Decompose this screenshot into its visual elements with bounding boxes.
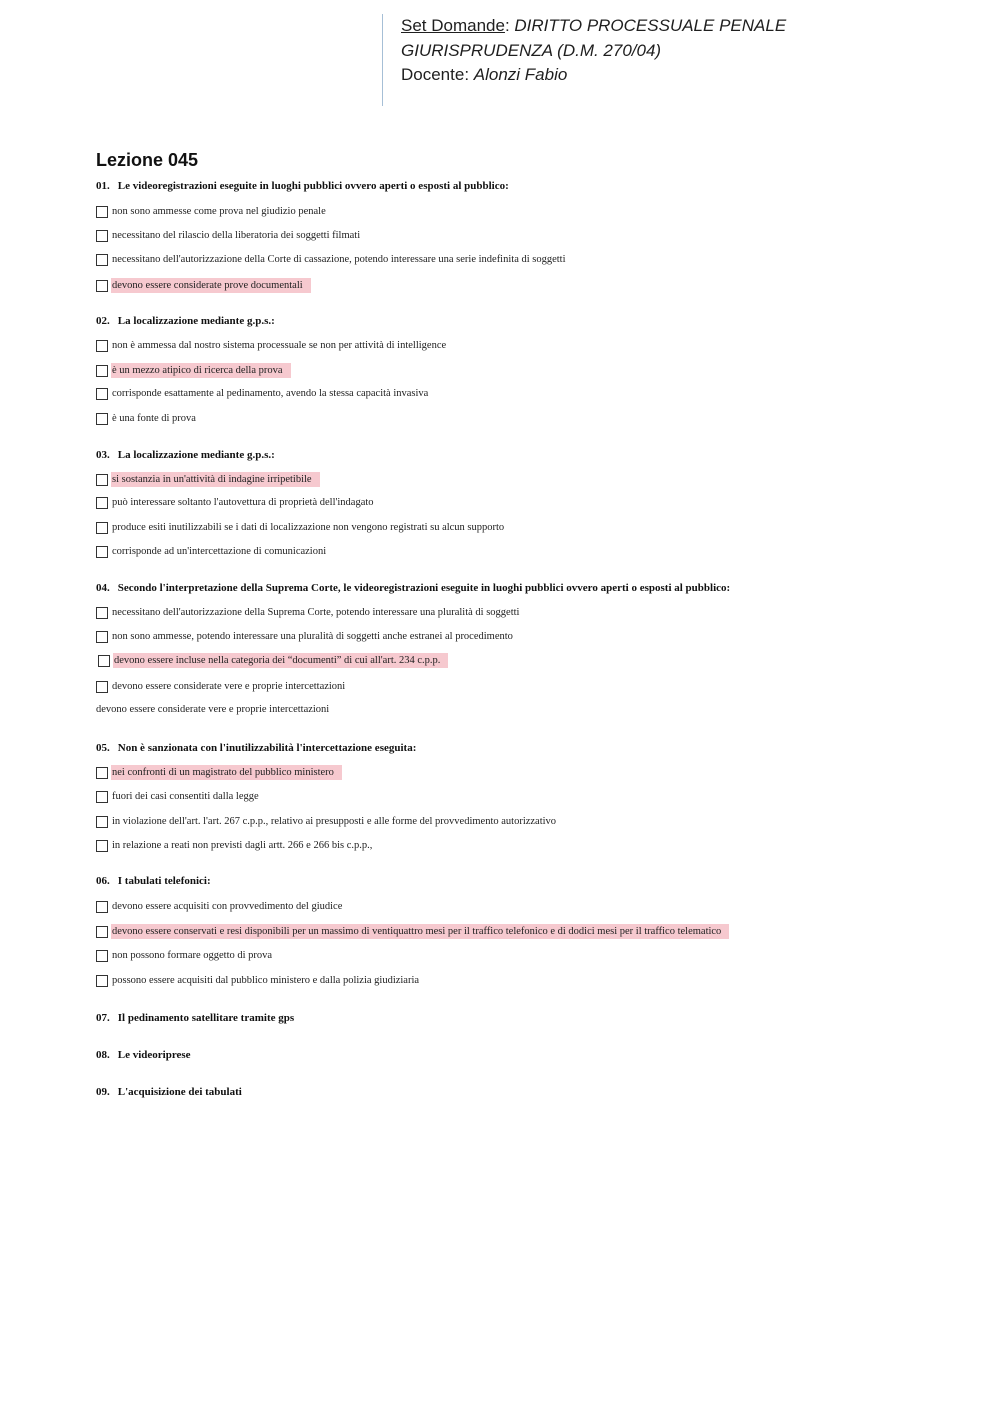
option-text: devono essere conservati e resi disponibili per un massimo di ventiquattro mesi per il traffico telefonico e di dodici mesi per il traffico telematico [111, 924, 729, 939]
question-05 [96, 742, 416, 754]
option-text: necessitano dell'autorizzazione della Corte di cassazione, potendo interessare una serie indefinita di soggetti [112, 254, 566, 265]
question-04 [96, 582, 730, 594]
option-text: può interessare soltanto l'autovettura di proprietà dell'indagato [112, 497, 374, 508]
option-text: non è ammessa dal nostro sistema processuale se non per attività di intelligence [112, 340, 447, 351]
option-text: in violazione dell'art. l'art. 267 c.p.p., relativo ai presupposti e alle forme del provvedimento autorizzativo [112, 816, 557, 827]
question-number: 01. [96, 180, 110, 192]
question-text: La localizzazione mediante g.p.s.: [117, 315, 275, 327]
option-text: devono essere incluse nella categoria dei “documenti” di cui all'art. 234 c.p.p. [113, 653, 448, 668]
question-01 [96, 180, 509, 192]
checkbox[interactable] [96, 546, 108, 558]
checkbox[interactable] [96, 340, 108, 352]
checkbox[interactable] [98, 655, 110, 667]
document-header [382, 14, 786, 106]
option-text: corrisponde ad un'intercettazione di comunicazioni [112, 546, 327, 557]
question-text: Il pedinamento satellitare tramite gps [117, 1012, 295, 1024]
set-separator: : [504, 16, 515, 35]
question-number: 05. [96, 742, 110, 754]
question-number: 04. [96, 582, 110, 594]
question-number: 08. [96, 1049, 110, 1061]
option-02-b-correct[interactable] [96, 362, 291, 379]
question-number: 02. [96, 315, 110, 327]
header-set-line [401, 14, 786, 39]
option-06-b-correct[interactable] [96, 923, 729, 940]
question-07 [96, 1012, 294, 1024]
checkbox[interactable] [96, 607, 108, 619]
question-number: 09. [96, 1086, 110, 1098]
option-06-c[interactable] [96, 947, 280, 964]
option-text: è una fonte di prova [112, 413, 196, 424]
option-02-c[interactable] [96, 385, 436, 402]
checkbox[interactable] [96, 975, 108, 987]
question-text: Secondo l'interpretazione della Suprema Corte, le videoregistrazioni eseguite in luoghi pubblici ovvero aperti o esposti al pubblico: [117, 582, 731, 594]
option-04-b[interactable] [96, 628, 521, 645]
option-text: non sono ammesse, potendo interessare una pluralità di soggetti anche estranei al procedimento [112, 631, 513, 642]
option-05-b[interactable] [96, 788, 267, 805]
checkbox[interactable] [96, 280, 108, 292]
checkbox[interactable] [96, 230, 108, 242]
set-label: Set Domande [401, 16, 505, 35]
question-text: Le videoriprese [117, 1049, 191, 1061]
option-text: non sono ammesse come prova nel giudizio penale [112, 206, 326, 217]
question-09 [96, 1086, 242, 1098]
question-number: 07. [96, 1012, 110, 1024]
question-number: 03. [96, 449, 110, 461]
checkbox[interactable] [96, 522, 108, 534]
option-01-d-correct[interactable] [96, 277, 311, 294]
option-01-b[interactable] [96, 227, 368, 244]
checkbox[interactable] [96, 413, 108, 425]
option-text: devono essere acquisiti con provvedimento del giudice [112, 901, 343, 912]
option-06-d[interactable] [96, 972, 427, 989]
option-04-d[interactable] [96, 678, 353, 695]
option-02-a[interactable] [96, 337, 454, 354]
option-text: in relazione a reati non previsti dagli artt. 266 e 266 bis c.p.p., [112, 840, 373, 851]
option-text: necessitano del rilascio della liberatoria dei soggetti filmati [112, 230, 361, 241]
question-number: 06. [96, 875, 110, 887]
checkbox[interactable] [96, 388, 108, 400]
checkbox[interactable] [96, 840, 108, 852]
checkbox[interactable] [96, 950, 108, 962]
option-04-a[interactable] [96, 604, 527, 621]
option-text: devono essere considerate prove documentali [111, 278, 311, 293]
option-02-d[interactable] [96, 410, 204, 427]
checkbox[interactable] [96, 631, 108, 643]
checkbox[interactable] [96, 767, 108, 779]
question-06 [96, 875, 211, 887]
option-03-b[interactable] [96, 494, 382, 511]
option-text: nei confronti di un magistrato del pubblico ministero [111, 765, 342, 780]
question-02 [96, 315, 275, 327]
course-title: DIRITTO PROCESSUALE PENALE [514, 16, 787, 35]
option-text: è un mezzo atipico di ricerca della prova [111, 363, 291, 378]
option-05-c[interactable] [96, 813, 564, 830]
teacher-name: Alonzi Fabio [473, 65, 568, 84]
option-text: fuori dei casi consentiti dalla legge [112, 791, 259, 802]
question-text: L'acquisizione dei tabulati [117, 1086, 242, 1098]
checkbox[interactable] [96, 901, 108, 913]
option-01-c[interactable] [96, 251, 574, 268]
question-text: I tabulati telefonici: [117, 875, 211, 887]
question-text: La localizzazione mediante g.p.s.: [117, 449, 275, 461]
checkbox[interactable] [96, 497, 108, 509]
checkbox[interactable] [96, 474, 108, 486]
option-text: devono essere considerate vere e proprie intercettazioni [112, 681, 346, 692]
checkbox[interactable] [96, 206, 108, 218]
option-text: si sostanzia in un'attività di indagine irripetibile [111, 472, 320, 487]
checkbox[interactable] [96, 926, 108, 938]
checkbox[interactable] [96, 816, 108, 828]
question-03 [96, 449, 275, 461]
checkbox[interactable] [96, 681, 108, 693]
option-04-c-correct[interactable] [98, 652, 448, 669]
option-text: non possono formare oggetto di prova [112, 950, 273, 961]
teacher-label: Docente: [401, 65, 474, 84]
option-03-d[interactable] [96, 543, 334, 560]
option-text: possono essere acquisiti dal pubblico ministero e dalla polizia giudiziaria [112, 975, 420, 986]
option-03-a-correct[interactable] [96, 471, 320, 488]
option-05-d[interactable] [96, 837, 380, 854]
option-03-c[interactable] [96, 519, 512, 536]
option-text: produce esiti inutilizzabili se i dati di localizzazione non vengono registrati su alcun supporto [112, 522, 505, 533]
degree-line: GIURISPRUDENZA (D.M. 270/04) [401, 40, 662, 60]
teacher-line [401, 63, 786, 88]
option-05-a-correct[interactable] [96, 764, 342, 781]
stray-answer-line: devono essere considerate vere e proprie intercettazioni [96, 704, 330, 715]
option-06-a[interactable] [96, 898, 350, 915]
option-text: corrisponde esattamente al pedinamento, avendo la stessa capacità invasiva [112, 388, 429, 399]
question-text: Non è sanzionata con l'inutilizzabilità l'intercettazione eseguita: [117, 742, 417, 754]
question-08 [96, 1049, 191, 1061]
checkbox[interactable] [96, 365, 108, 377]
option-01-a[interactable] [96, 203, 334, 220]
checkbox[interactable] [96, 791, 108, 803]
checkbox[interactable] [96, 254, 108, 266]
option-text: necessitano dell'autorizzazione della Suprema Corte, potendo interessare una pluralità di soggetti [112, 607, 520, 618]
question-text: Le videoregistrazioni eseguite in luoghi pubblici ovvero aperti o esposti al pubblico: [117, 180, 509, 192]
lesson-title: Lezione 045 [96, 150, 199, 170]
